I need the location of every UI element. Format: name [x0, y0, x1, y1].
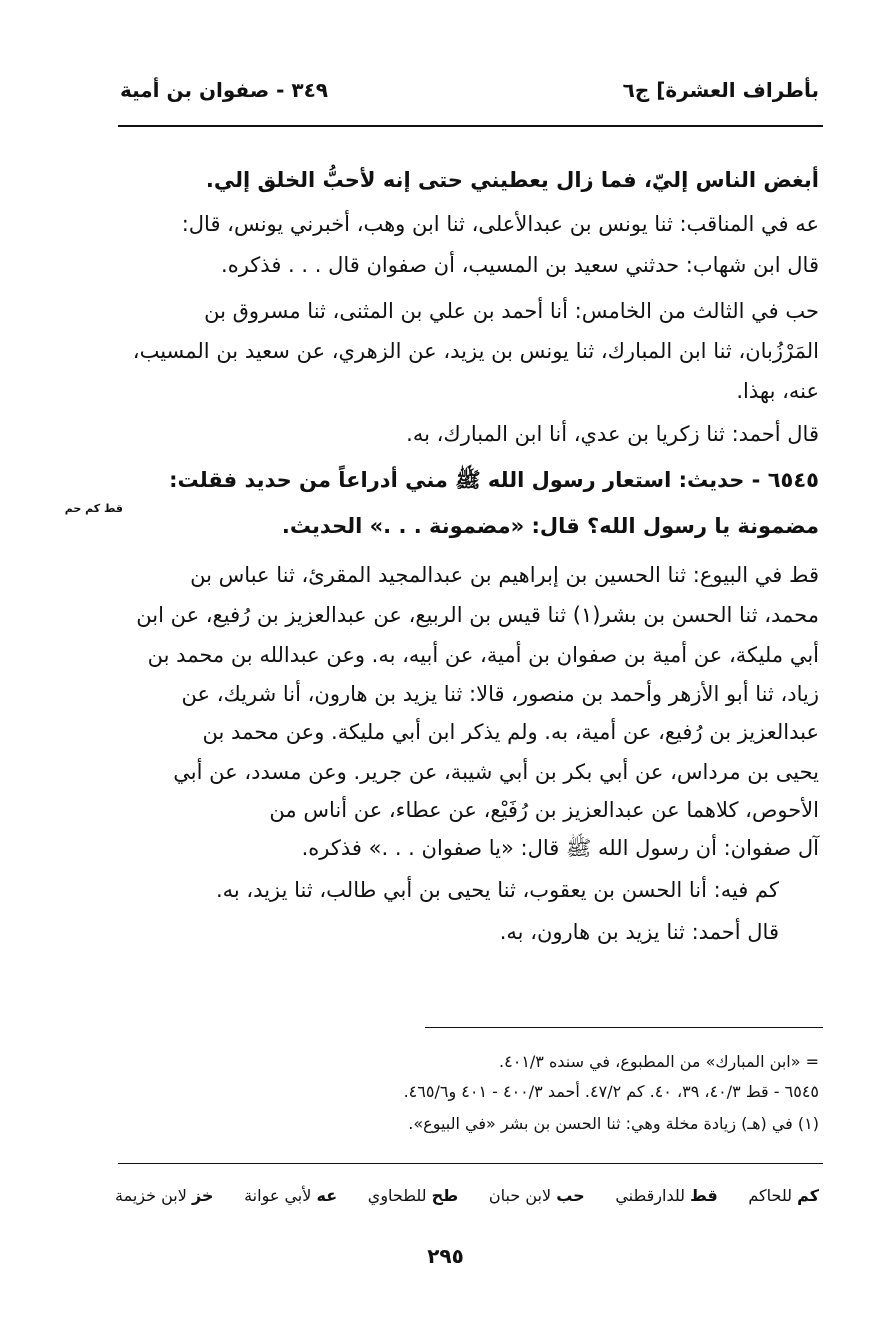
footnote: = «ابن المبارك» من المطبوع، في سنده ٤٠١/٣.: [499, 1052, 819, 1071]
running-header-book-title: بأطراف العشرة] ج٦: [622, 78, 819, 102]
header-rule: [118, 125, 823, 127]
body-line: قال أحمد: ثنا زكريا بن عدي، أنا ابن المبارك، به.: [406, 422, 819, 446]
body-line: عه في المناقب: ثنا يونس بن عبدالأعلى، ثنا ابن وهب، أخبرني يونس، قال:: [181, 212, 819, 236]
body-line: عبدالعزيز بن رُفيع، عن أمية، به. ولم يذكر ابن أبي مليكة. وعن محمد بن: [202, 720, 819, 744]
body-line: آل صفوان: أن رسول الله ﷺ قال: «يا صفوان . . .» فذكره.: [301, 836, 819, 860]
hadith-heading: مضمونة يا رسول الله؟ قال: «مضمونة . . .» الحديث.: [281, 514, 819, 538]
footnote-rule: [425, 1027, 823, 1028]
body-line: أبغض الناس إليّ، فما زال يعطيني حتى إنه لأحبُّ الخلق إلي.: [205, 168, 819, 192]
body-line: حب في الثالث من الخامس: أنا أحمد بن علي بن المثنى، ثنا مسروق بن: [204, 299, 819, 323]
body-line: أبي مليكة، عن أمية بن صفوان بن أمية، عن أبيه، به. وعن عبدالله بن محمد بن: [147, 643, 819, 667]
marginal-source-codes: قط كم حم: [64, 502, 123, 515]
hadith-heading: ٦٥٤٥ - حديث: استعار رسول الله ﷺ مني أدراعاً من حديد فقلت:: [169, 468, 819, 492]
body-line: محمد، ثنا الحسن بن بشر(١) ثنا قيس بن الربيع، عن عبدالعزيز بن رُفيع، عن ابن: [136, 603, 819, 627]
body-line: عنه، بهذا.: [736, 379, 819, 403]
body-line: المَرْزُبان، ثنا ابن المبارك، ثنا يونس بن يزيد، عن الزهري، عن سعيد بن المسيب،: [132, 339, 819, 363]
body-line: قط في البيوع: ثنا الحسين بن إبراهيم بن عبدالمجيد المقرئ، ثنا عباس بن: [190, 563, 819, 587]
footnote: (١) في (هـ) زيادة مخلة وهي: ثنا الحسن بن بشر «في البيوع».: [408, 1114, 819, 1133]
body-line: يحيى بن مرداس، عن أبي بكر بن أبي شيبة، عن جرير. وعن مسدد، عن أبي: [173, 760, 819, 784]
abbreviation-item: قط للدارقطني: [615, 1186, 718, 1205]
abbreviation-key: [115, 1186, 819, 1205]
running-header-section: ٣٤٩ - صفوان بن أمية: [120, 78, 329, 102]
abbreviation-item: طح للطحاوي: [367, 1186, 459, 1205]
abbreviation-item: عه لأبي عوانة: [244, 1186, 338, 1205]
body-line: زياد، ثنا أبو الأزهر وأحمد بن منصور، قالا: ثنا يزيد بن هارون، أنا شريك، عن: [181, 682, 819, 706]
footnote: ٦٥٤٥ - قط ٤٠/٣، ٣٩، ٤٠. كم ٤٧/٢. أحمد ٤٠٠/٣ - ٤٠١ و٤٦٥/٦.: [403, 1082, 819, 1101]
abbreviation-item: كم للحاكم: [748, 1186, 819, 1205]
abbreviation-rule: [118, 1163, 823, 1164]
abbreviation-item: خز لابن خزيمة: [115, 1186, 214, 1205]
body-line: قال ابن شهاب: حدثني سعيد بن المسيب، أن صفوان قال . . . فذكره.: [221, 253, 819, 277]
abbreviation-item: حب لابن حبان: [488, 1186, 585, 1205]
page-number: ٢٩٥: [427, 1244, 464, 1268]
body-line: الأحوص، كلاهما عن عبدالعزيز بن رُفَيْع، عن عطاء، عن أناس من: [269, 798, 819, 822]
body-line: كم فيه: أنا الحسن بن يعقوب، ثنا يحيى بن أبي طالب، ثنا يزيد، به.: [215, 878, 779, 902]
body-line: قال أحمد: ثنا يزيد بن هارون، به.: [499, 920, 779, 944]
